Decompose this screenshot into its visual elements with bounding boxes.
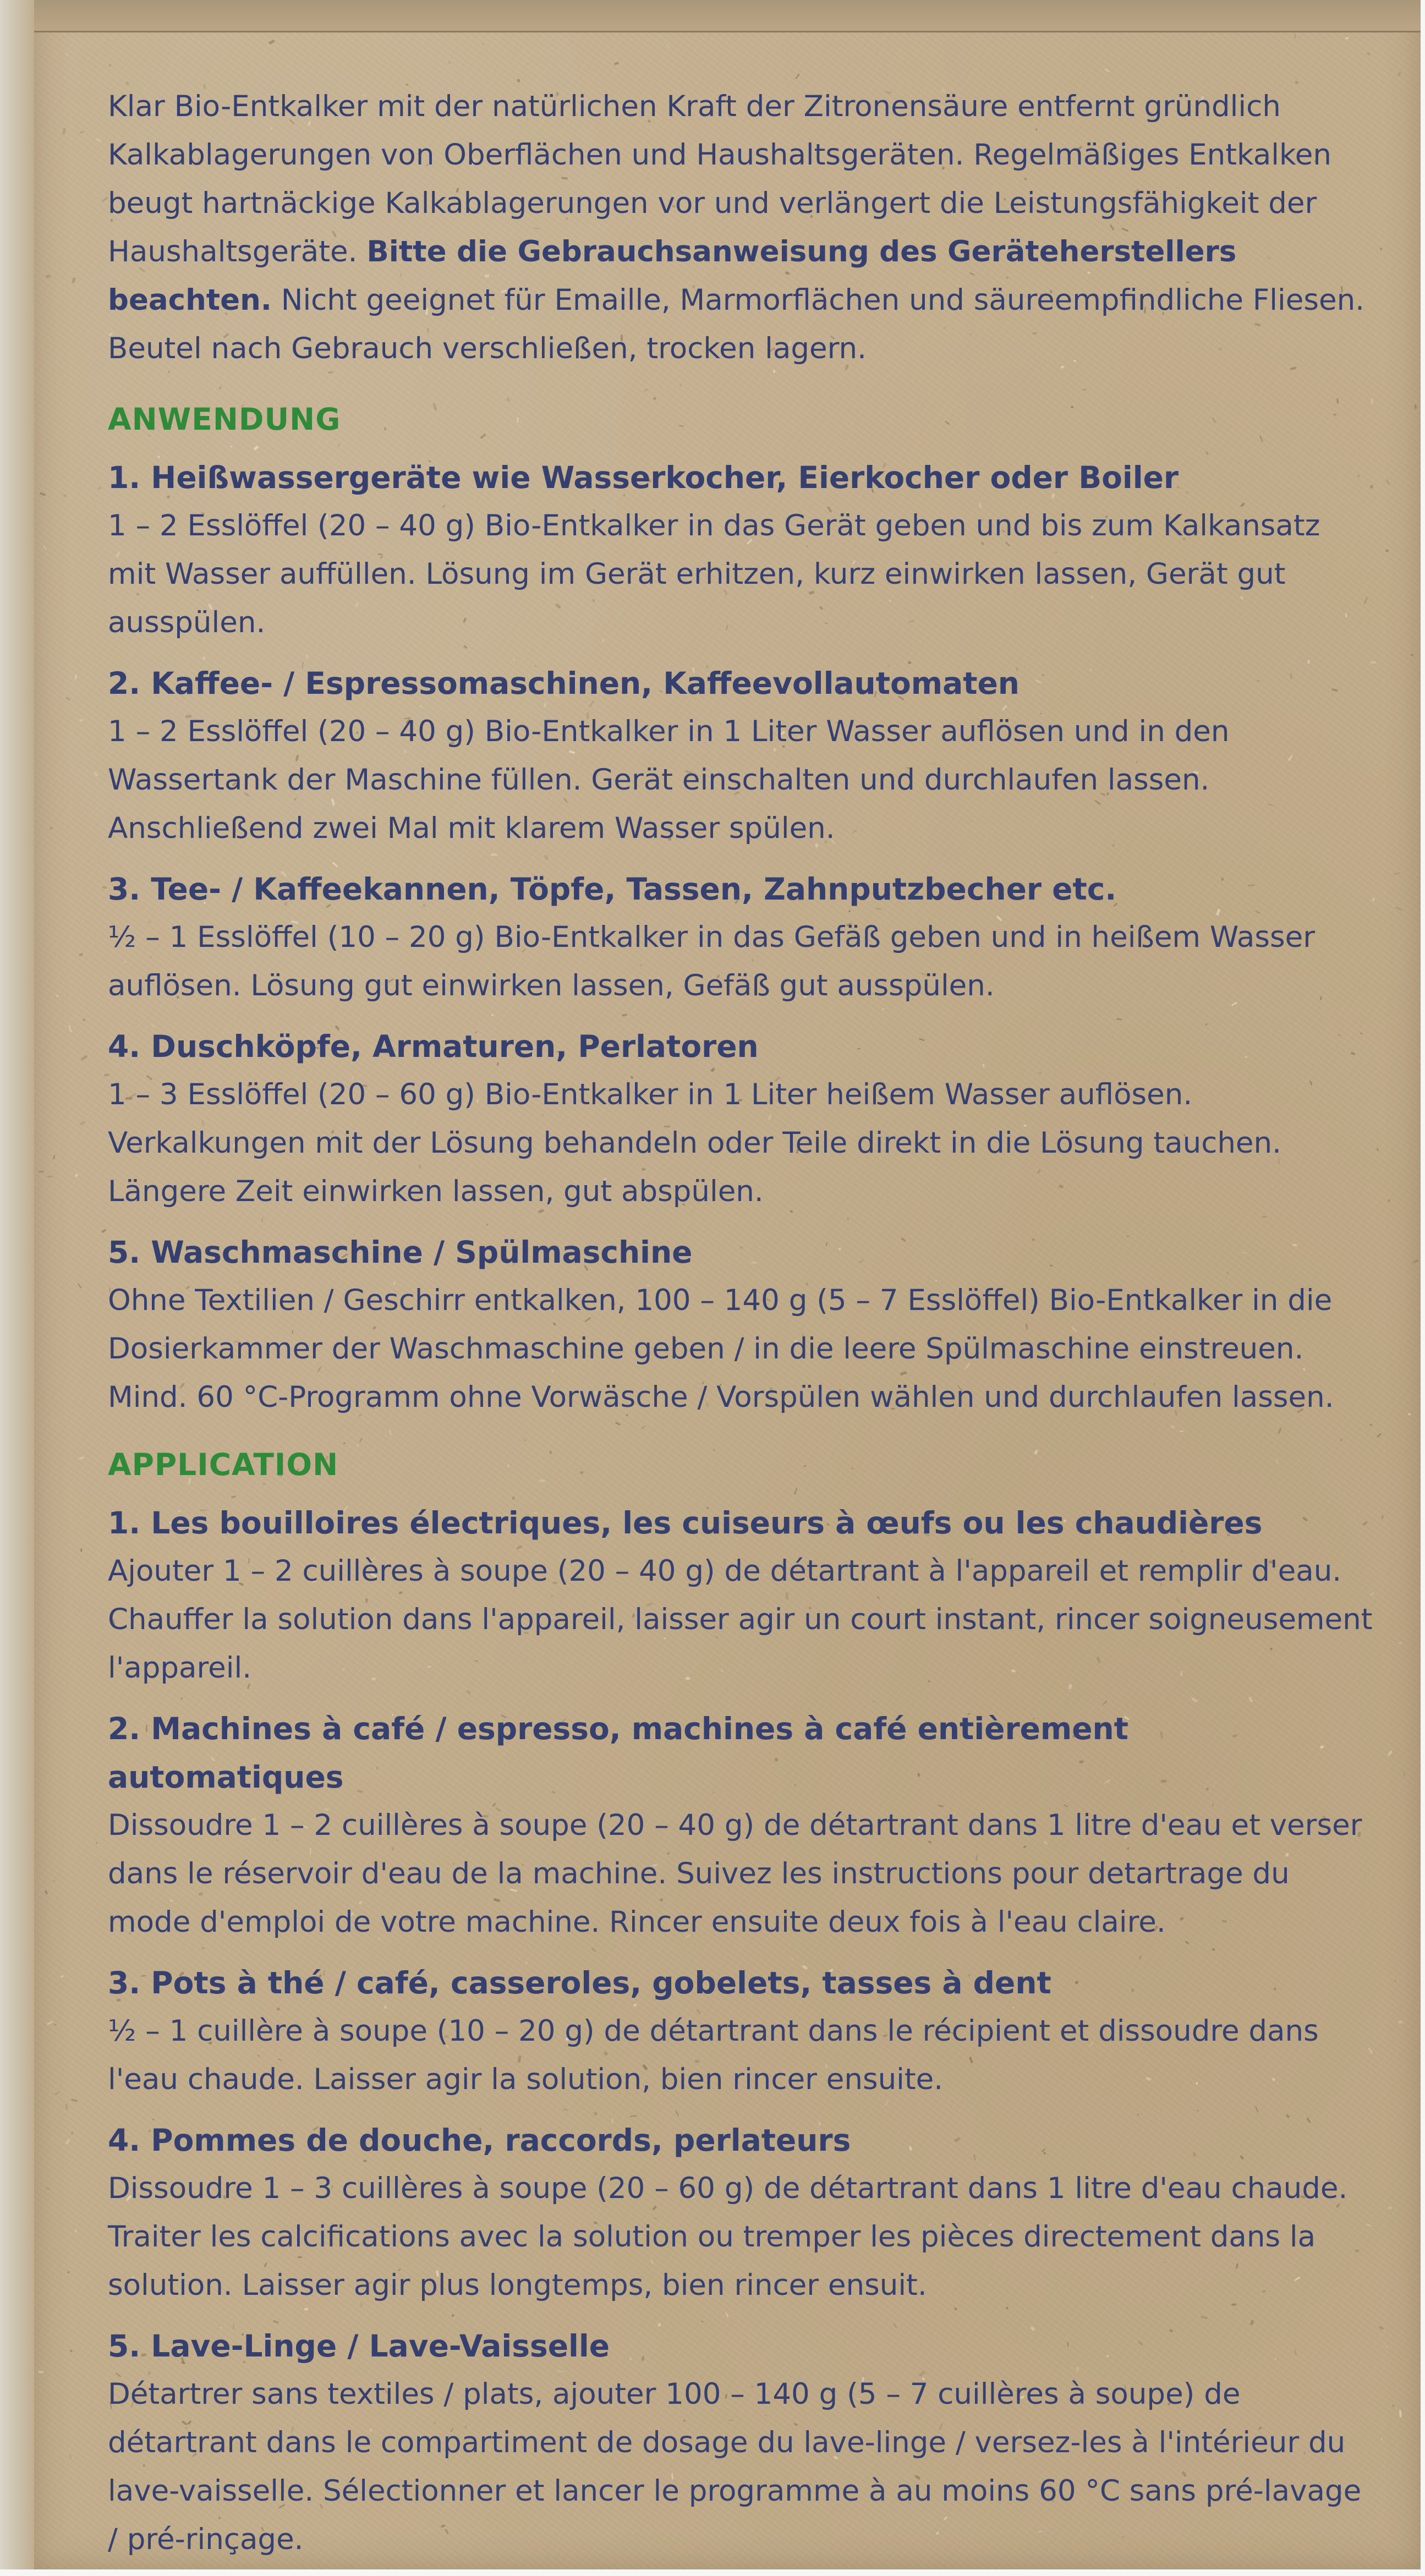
box-side-edge bbox=[0, 0, 34, 2569]
german-item-5 bbox=[108, 1228, 1373, 1422]
paper-fibre bbox=[1385, 549, 1388, 552]
item-title: 4. Pommes de douche, raccords, perlateurs bbox=[108, 2123, 851, 2158]
intro-text-end: Nicht geeignet für Emaille, Marmorflächen und säureempfindliche Fliesen. Beutel nach Gebrauch verschließen, trocken lagern. bbox=[108, 283, 1365, 365]
french-item-5 bbox=[108, 2322, 1373, 2564]
item-title: 5. Waschmaschine / Spülmaschine bbox=[108, 1235, 693, 1270]
german-item-4 bbox=[108, 1022, 1373, 1216]
intro-paragraph bbox=[108, 83, 1373, 373]
intro-warning-bold: Bitte die Gebrauchsanweisung des Geräteherstellers beachten. bbox=[108, 235, 1237, 317]
item-title: 2. Machines à café / espresso, machines à café entièrement automatiques bbox=[108, 1711, 1128, 1795]
item-title: 1. Les bouilloires électriques, les cuiseurs à œufs ou les chaudières bbox=[108, 1505, 1263, 1541]
item-title: 5. Lave-Linge / Lave-Vaisselle bbox=[108, 2328, 610, 2364]
french-section-heading: APPLICATION bbox=[108, 1447, 339, 1482]
intro-text: Klar Bio-Entkalker mit der natürlichen Kraft der Zitronensäure entfernt gründlich Kalkablagerungen von Oberflächen und Haushaltsgeräten. Regelmäßiges Entkalken beugt hartnäckige Kalkablagerungen vor und verlängert die Leistungsfähigkeit der Haushaltsgeräte. bbox=[108, 90, 1332, 268]
german-item-3 bbox=[108, 865, 1373, 1010]
paper-fibre bbox=[65, 2104, 68, 2109]
item-body: Dissoudre 1 – 2 cuillères à soupe (20 – 40 g) de détartrant dans 1 litre d'eau et verser dans le réservoir d'eau de la machine. Suivez les instructions pour detartrage du mode d'emploi de votre machine. Rincer ensuite deux fois à l'eau claire. bbox=[108, 1808, 1362, 1939]
german-item-2 bbox=[108, 659, 1373, 853]
item-title: 4. Duschköpfe, Armaturen, Perlatoren bbox=[108, 1029, 759, 1064]
paper-fibre bbox=[80, 1548, 82, 1552]
item-title: 3. Pots à thé / café, casseroles, gobelets, tasses à dent bbox=[108, 1965, 1051, 2000]
item-body: Dissoudre 1 – 3 cuillères à soupe (20 – 60 g) de détartrant dans 1 litre d'eau chaude. Traiter les calcifications avec la solution ou tremper les pièces directement dans la solution. Laisser agir plus longtemps, bien rincer ensuit. bbox=[108, 2172, 1348, 2302]
item-body: 1 – 3 Esslöffel (20 – 60 g) Bio-Entkalker in 1 Liter heißem Wasser auflösen. Verkalkungen mit der Lösung behandeln oder Teile direkt in die Lösung tauchen. Längere Zeit einwirken lassen, gut abspülen. bbox=[108, 1078, 1281, 1208]
item-body: ½ – 1 cuillère à soupe (10 – 20 g) de détartrant dans le récipient et dissoudre dans l'eau chaude. Laisser agir la solution, bien rincer ensuite. bbox=[108, 2014, 1319, 2096]
item-body: 1 – 2 Esslöffel (20 – 40 g) Bio-Entkalker in das Gerät geben und bis zum Kalkansatz mit Wasser auffüllen. Lösung im Gerät erhitzen, kurz einwirken lassen, Gerät gut ausspülen. bbox=[108, 509, 1320, 639]
paper-fibre bbox=[1294, 34, 1296, 39]
paper-fibre bbox=[46, 275, 51, 278]
french-item-4 bbox=[108, 2116, 1373, 2310]
german-item-1 bbox=[108, 453, 1373, 647]
item-body: Détartrer sans textiles / plats, ajouter 100 – 140 g (5 – 7 cuillères à soupe) de détartrant dans le compartiment de dosage du lave-linge / versez-les à l'intérieur du lave-vaisselle. Sélectionner et lancer le programme à au moins 60 °C sans pré-lavage / pré-rinçage. bbox=[108, 2377, 1362, 2556]
paper-fibre bbox=[1408, 1413, 1411, 1415]
item-body: 1 – 2 Esslöffel (20 – 40 g) Bio-Entkalker in 1 Liter Wasser auflösen und in den Wassertank der Maschine füllen. Gerät einschalten und durchlaufen lassen. Anschließend zwei Mal mit klarem Wasser spülen. bbox=[108, 715, 1230, 845]
paper-fibre bbox=[1404, 1771, 1405, 1777]
french-item-2 bbox=[108, 1704, 1373, 1947]
instructions-panel bbox=[108, 83, 1373, 2576]
item-body: Ohne Textilien / Geschirr entkalken, 100 – 140 g (5 – 7 Esslöffel) Bio-Entkalker in die Dosierkammer der Waschmaschine geben / in die leere Spülmaschine einstreuen. Mind. 60 °C-Programm ohne Vorwäsche / Vorspülen wählen und durchlaufen lassen. bbox=[108, 1284, 1334, 1414]
french-item-1 bbox=[108, 1499, 1373, 1692]
german-section-heading: ANWENDUNG bbox=[108, 402, 341, 437]
paper-fibre bbox=[518, 79, 520, 82]
paper-fibre bbox=[1388, 2206, 1392, 2210]
box-top-flap bbox=[34, 0, 1421, 32]
item-title: 3. Tee- / Kaffeekannen, Töpfe, Tassen, Zahnputzbecher etc. bbox=[108, 872, 1117, 907]
item-title: 1. Heißwassergeräte wie Wasserkocher, Eierkocher oder Boiler bbox=[108, 460, 1179, 495]
item-body: ½ – 1 Esslöffel (10 – 20 g) Bio-Entkalker in das Gefäß geben und in heißem Wasser auflösen. Lösung gut einwirken lassen, Gefäß gut ausspülen. bbox=[108, 920, 1316, 1002]
item-body: Ajouter 1 – 2 cuillères à soupe (20 – 40 g) de détartrant à l'appareil et remplir d'eau. Chauffer la solution dans l'appareil, laisser agir un court instant, rincer soigneusement l'appareil. bbox=[108, 1554, 1373, 1685]
item-title: 2. Kaffee- / Espressomaschinen, Kaffeevollautomaten bbox=[108, 666, 1020, 701]
french-item-3 bbox=[108, 1959, 1373, 2104]
